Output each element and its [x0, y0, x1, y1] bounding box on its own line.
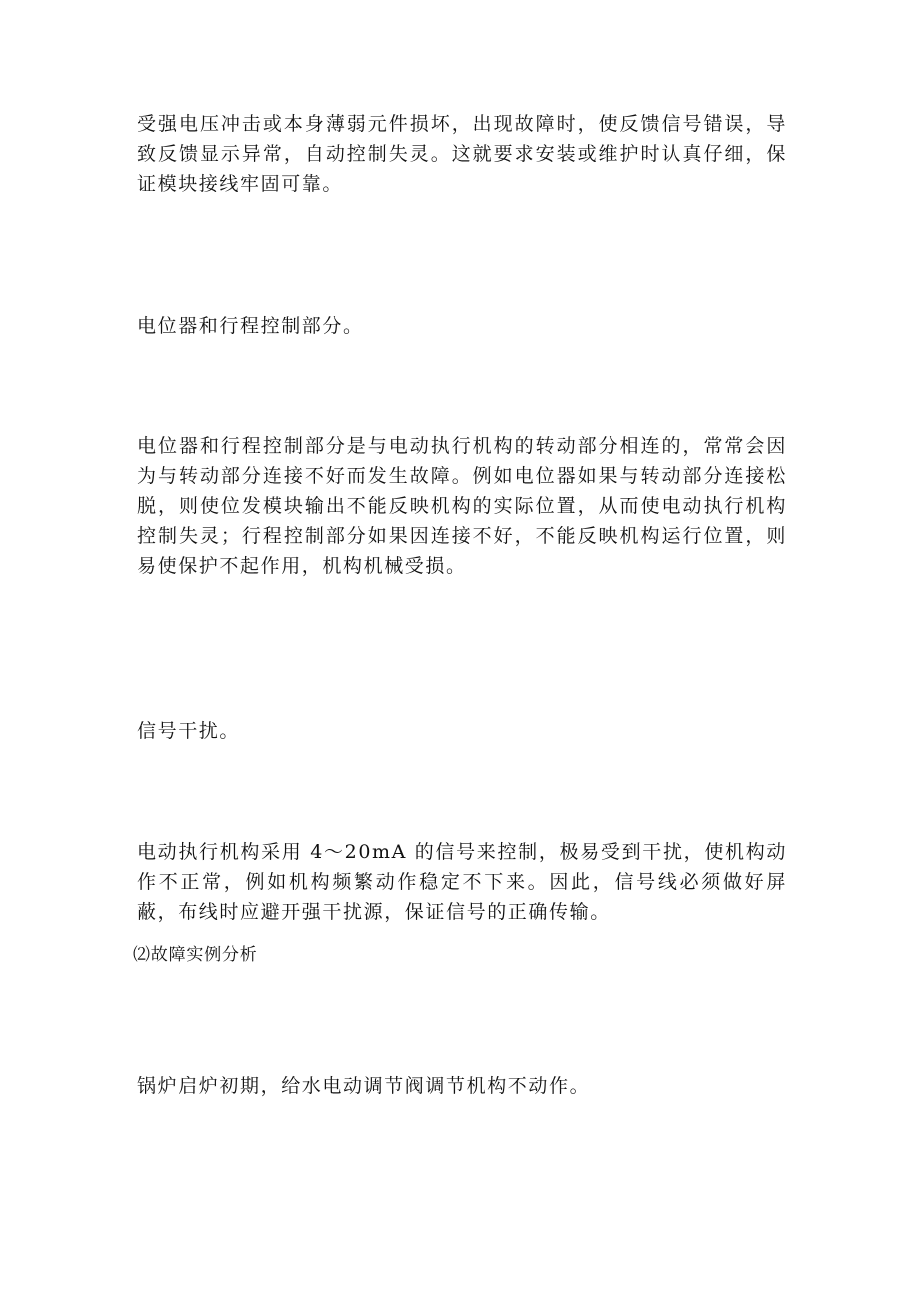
heading-potentiometer-travel-control: 电位器和行程控制部分。 [137, 315, 364, 337]
heading-boiler-valve-fault: 锅炉启炉初期，给水电动调节阀调节机构不动作。 [137, 1075, 591, 1097]
paragraph-potentiometer-travel-control: 电位器和行程控制部分是与电动执行机构的转动部分相连的，常常会因为与转动部分连接不好而发生故障。例如电位器如果与转动部分连接松脱，则使位发模块输出不能反映机构的实际位置，从而使电动执行机构控制失灵；行程控制部分如果因连接不好，不能反映机构运行位置，则易使保护不起作用，机构机械受损。 [137, 435, 787, 577]
heading-signal-interference: 信号干扰。 [137, 720, 241, 742]
paragraph-signal-interference: 电动执行机构采用 4～20mA 的信号来控制，极易受到干扰，使机构动作不正常，例如机构频繁动作稳定不下来。因此，信号线必须做好屏蔽，布线时应避开强干扰源，保证信号的正确传输。 [137, 841, 787, 923]
heading-fault-case-analysis: ⑵故障实例分析 [133, 945, 258, 965]
paragraph-feedback-module: 受强电压冲击或本身薄弱元件损坏，出现故障时，使反馈信号错误，导致反馈显示异常，自动控制失灵。这就要求安装或维护时认真仔细，保证模块接线牢固可靠。 [137, 113, 787, 195]
